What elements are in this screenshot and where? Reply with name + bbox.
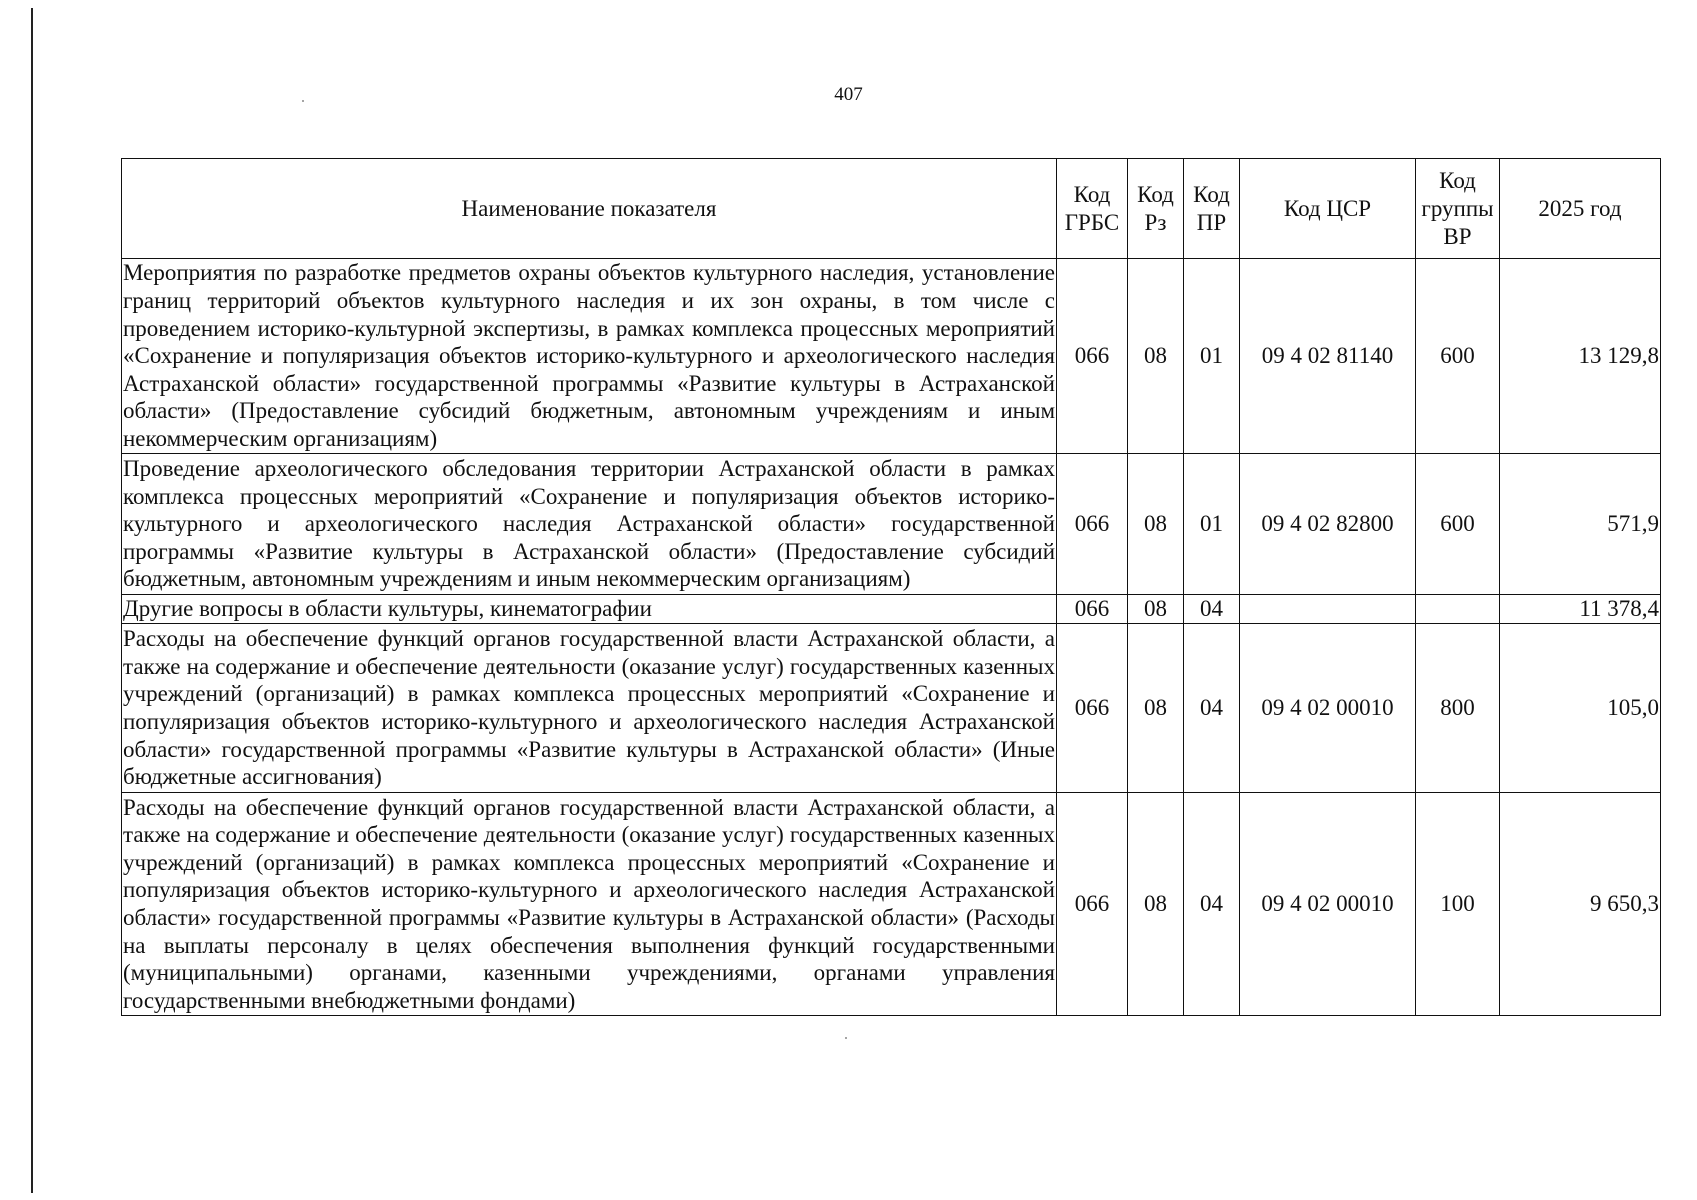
row-grbs: 066 [1057,454,1128,595]
row-pr: 01 [1184,454,1240,595]
row-pr: 04 [1184,624,1240,793]
row-vr: 100 [1416,793,1500,1016]
table-row [122,793,1661,1016]
row-rz: 08 [1128,793,1184,1016]
binding-margin-line [31,8,33,1193]
table-row [122,624,1661,793]
table-row [122,259,1661,454]
header-rz: Код Рз [1128,159,1184,259]
row-name: Расходы на обеспечение функций органов государственной власти Астраханской области, а также на содержание и обеспечение деятельности (оказание услуг) государственных казенных учреждений (организаций) в рамках комплекса процессных мероприятий «Сохранение и популяризация объектов историко-культурного и археологического наследия Астраханской области» государственной программы «Развитие культуры в Астраханской области» (Иные бюджетные ассигнования) [122,624,1057,793]
row-grbs: 066 [1057,624,1128,793]
row-csr: 09 4 02 82800 [1240,454,1416,595]
row-vr [1416,595,1500,624]
row-name: Другие вопросы в области культуры, кинематографии [122,595,1057,624]
row-rz: 08 [1128,624,1184,793]
header-vr: Код группы ВР [1416,159,1500,259]
row-amount: 9 650,3 [1500,793,1661,1016]
row-csr: 09 4 02 81140 [1240,259,1416,454]
header-pr: Код ПР [1184,159,1240,259]
row-csr [1240,595,1416,624]
row-pr: 04 [1184,793,1240,1016]
row-rz: 08 [1128,259,1184,454]
row-name: Мероприятия по разработке предметов охраны объектов культурного наследия, установление границ территорий объектов культурного наследия и их зон охраны, в том числе с проведением историко-культурной экспертизы, в рамках комплекса процессных мероприятий «Сохранение и популяризация объектов историко-культурного и археологического наследия Астраханской области» государственной программы «Развитие культуры в Астраханской области» (Предоставление субсидий бюджетным, автономным учреждениям и иным некоммерческим организациям) [122,259,1057,454]
row-vr: 600 [1416,259,1500,454]
row-amount: 105,0 [1500,624,1661,793]
row-grbs: 066 [1057,259,1128,454]
row-grbs: 066 [1057,595,1128,624]
scan-speck [845,1037,847,1039]
row-amount: 11 378,4 [1500,595,1661,624]
row-amount: 13 129,8 [1500,259,1661,454]
header-name: Наименование показателя [122,159,1057,259]
row-csr: 09 4 02 00010 [1240,793,1416,1016]
header-csr: Код ЦСР [1240,159,1416,259]
table-row [122,595,1661,624]
row-csr: 09 4 02 00010 [1240,624,1416,793]
header-grbs: Код ГРБС [1057,159,1128,259]
row-rz: 08 [1128,595,1184,624]
row-vr: 800 [1416,624,1500,793]
budget-table [121,158,1661,1016]
row-name: Проведение археологического обследования территории Астраханской области в рамках комплекса процессных мероприятий «Сохранение и популяризация объектов историко-культурного и археологического наследия Астраханской области» государственной программы «Развитие культуры в Астраханской области» (Предоставление субсидий бюджетным, автономным учреждениям и иным некоммерческим организациям) [122,454,1057,595]
row-name: Расходы на обеспечение функций органов государственной власти Астраханской области, а также на содержание и обеспечение деятельности (оказание услуг) государственных казенных учреждений (организаций) в рамках комплекса процессных мероприятий «Сохранение и популяризация объектов историко-культурного и археологического наследия Астраханской области» государственной программы «Развитие культуры в Астраханской области» (Расходы на выплаты персоналу в целях обеспечения выполнения функций государственными (муниципальными) органами, казенными учреждениями, органами управления государственными внебюджетными фондами) [122,793,1057,1016]
table-header-row [122,159,1661,259]
header-year: 2025 год [1500,159,1661,259]
row-vr: 600 [1416,454,1500,595]
row-rz: 08 [1128,454,1184,595]
page-number: 407 [834,84,863,105]
row-pr: 04 [1184,595,1240,624]
row-grbs: 066 [1057,793,1128,1016]
row-pr: 01 [1184,259,1240,454]
table-row [122,454,1661,595]
row-amount: 571,9 [1500,454,1661,595]
